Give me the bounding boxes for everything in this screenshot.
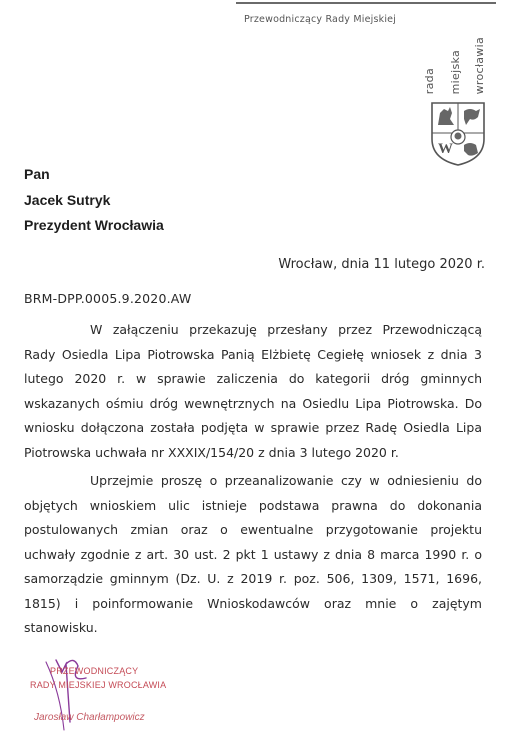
addressee-name: Jacek Sutryk: [24, 192, 111, 208]
letterhead-vertical-line-3: wrocławia: [473, 36, 486, 94]
letterhead-rule: [236, 2, 496, 4]
signatory-name: Jarosław Charłampowicz: [34, 712, 145, 723]
body-paragraph-2: Uprzejmie proszę o przeanalizowanie czy w odniesieniu do objętych wnioskiem ulic istnieje podstawa prawna do dokonania postulowanych zmian oraz o ewentualne przygotowanie projektu uchwały zgodnie z art. 30 ust. 2 pkt 1 ustawy z dnia 8 marca 1990 r. o samorządzie gminnym (Dz. U. z 2019 r. poz. 506, 1309, 1571, 1696, 1815) i poinformowanie Wnioskodawców oraz mnie o zajętym stanowisku.: [24, 473, 482, 635]
stamp-line-1: PRZEWODNICZĄCY: [50, 666, 139, 676]
addressee-title: Prezydent Wrocławia: [24, 217, 164, 233]
coat-of-arms-icon: [430, 101, 486, 167]
signature-block: [26, 652, 206, 734]
stamp-line-2: RADY MIEJSKIEJ WROCŁAWIA: [30, 680, 167, 690]
letterhead-vertical-line-2: miejska: [449, 49, 462, 94]
letter-body: [24, 318, 482, 645]
addressee-salutation: Pan: [24, 166, 50, 182]
svg-text:W: W: [438, 141, 453, 157]
letterhead-vertical-line-1: rada: [423, 67, 436, 94]
reference-number: BRM-DPP.0005.9.2020.AW: [24, 291, 192, 306]
letterhead-vertical-text: [416, 22, 496, 94]
letter-date: Wrocław, dnia 11 lutego 2020 r.: [278, 257, 485, 272]
letterhead-title: Przewodniczący Rady Miejskiej: [244, 14, 397, 25]
body-paragraph-1: W załączeniu przekazuję przesłany przez Przewodniczącą Rady Osiedla Lipa Piotrowska Panią Elżbietę Cegiełę wniosek z dnia 3 lutego 2020 r. w sprawie zaliczenia do kategorii dróg gminnych wskazanych ośmiu dróg wewnętrznych na Osiedlu Lipa Piotrowska. Do wniosku dołączona została podjęta w sprawie przez Radę Osiedla Lipa Piotrowska uchwała nr XXXIX/154/20 z dnia 3 lutego 2020 r.: [24, 322, 482, 460]
